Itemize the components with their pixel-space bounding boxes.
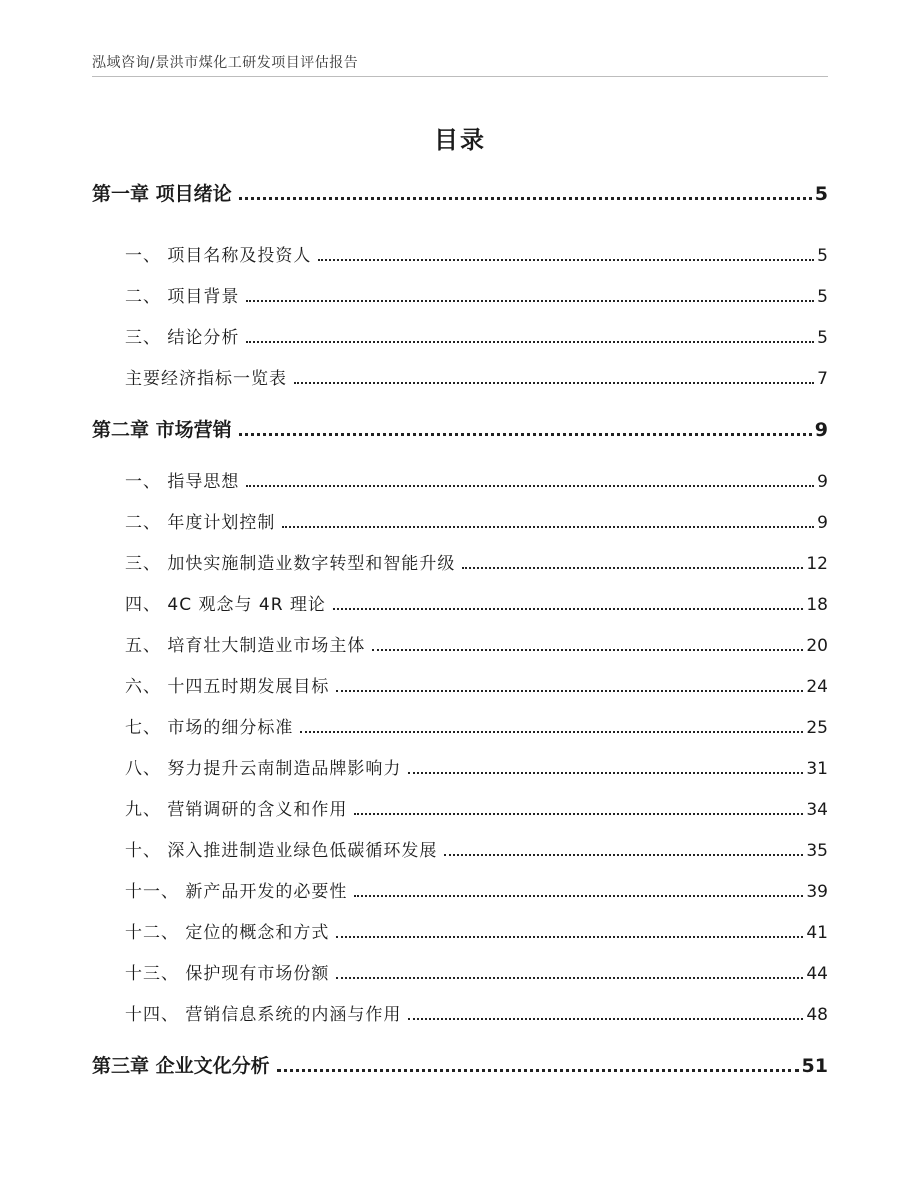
toc-entry-page: 31 bbox=[806, 759, 828, 779]
toc-entry-chapter-1[interactable] bbox=[92, 185, 828, 204]
dot-leader bbox=[336, 977, 803, 979]
dot-leader bbox=[444, 854, 803, 856]
dot-leader bbox=[462, 567, 803, 569]
toc-entry-label: 四、 4C 观念与 4R 理论 bbox=[125, 595, 326, 615]
toc-entry-label: 一、 指导思想 bbox=[125, 472, 240, 492]
toc-entry-label: 十、 深入推进制造业绿色低碳循环发展 bbox=[125, 841, 438, 861]
toc-entry-page: 24 bbox=[806, 677, 828, 697]
toc-entry-page: 18 bbox=[806, 595, 828, 615]
dot-leader bbox=[354, 895, 803, 897]
dot-leader bbox=[318, 259, 814, 261]
dot-leader bbox=[246, 300, 814, 302]
dot-leader bbox=[333, 608, 803, 610]
toc-entry-page: 5 bbox=[817, 287, 828, 307]
dot-leader bbox=[354, 813, 803, 815]
header-divider bbox=[92, 76, 828, 77]
toc-entry-label: 主要经济指标一览表 bbox=[125, 369, 287, 389]
toc-entry-label: 七、 市场的细分标准 bbox=[125, 718, 294, 738]
toc-entry-label: 十四、 营销信息系统的内涵与作用 bbox=[125, 1005, 402, 1025]
toc-entry-page: 48 bbox=[806, 1005, 828, 1025]
toc-entry-page: 12 bbox=[806, 554, 828, 574]
toc-entry-section[interactable] bbox=[92, 843, 828, 860]
toc-entry-section[interactable] bbox=[92, 802, 828, 819]
toc-entry-label: 十二、 定位的概念和方式 bbox=[125, 923, 330, 943]
toc-entry-section[interactable] bbox=[92, 1007, 828, 1024]
toc-entry-label: 六、 十四五时期发展目标 bbox=[125, 677, 330, 697]
toc-entry-label: 二、 年度计划控制 bbox=[125, 513, 276, 533]
toc-entry-label: 十三、 保护现有市场份额 bbox=[125, 964, 330, 984]
toc-entry-page: 44 bbox=[806, 964, 828, 984]
toc-title: 目录 bbox=[434, 126, 486, 154]
dot-leader bbox=[336, 936, 803, 938]
toc-entry-page: 39 bbox=[806, 882, 828, 902]
toc-entry-label: 一、 项目名称及投资人 bbox=[125, 246, 312, 266]
toc-entry-label: 九、 营销调研的含义和作用 bbox=[125, 800, 348, 820]
dot-leader bbox=[408, 772, 803, 774]
toc-entry-section[interactable] bbox=[92, 474, 828, 491]
toc-entry-label: 二、 项目背景 bbox=[125, 287, 240, 307]
toc-entry-page: 9 bbox=[817, 513, 828, 533]
toc-entry-page: 34 bbox=[806, 800, 828, 820]
toc-entry-section[interactable] bbox=[92, 761, 828, 778]
dot-leader bbox=[282, 526, 814, 528]
toc-entry-label: 五、 培育壮大制造业市场主体 bbox=[125, 636, 366, 656]
dot-leader bbox=[372, 649, 803, 651]
toc-entry-section[interactable] bbox=[92, 720, 828, 737]
dot-leader bbox=[246, 485, 814, 487]
toc-entry-section[interactable] bbox=[92, 556, 828, 573]
toc-entry-section[interactable] bbox=[92, 515, 828, 532]
toc-entry-page: 9 bbox=[817, 472, 828, 492]
toc-entry-section[interactable] bbox=[92, 289, 828, 306]
toc-entry-label: 三、 加快实施制造业数字转型和智能升级 bbox=[125, 554, 456, 574]
toc-entry-label: 第一章 项目绪论 bbox=[92, 183, 232, 205]
dot-leader bbox=[300, 731, 803, 733]
toc-entry-section[interactable] bbox=[92, 679, 828, 696]
toc-entry-section[interactable] bbox=[92, 597, 828, 614]
toc-entry-page: 20 bbox=[806, 636, 828, 656]
toc-entry-page: 5 bbox=[814, 183, 828, 205]
toc-entry-page: 5 bbox=[817, 246, 828, 266]
toc-entry-page: 25 bbox=[806, 718, 828, 738]
toc-entry-label: 三、 结论分析 bbox=[125, 328, 240, 348]
toc-entry-chapter-3[interactable] bbox=[92, 1057, 828, 1076]
dot-leader bbox=[277, 1069, 799, 1072]
toc-entry-section[interactable] bbox=[92, 638, 828, 655]
toc-entry-section[interactable] bbox=[92, 330, 828, 347]
toc-entry-page: 51 bbox=[801, 1055, 828, 1077]
toc-entry-section[interactable] bbox=[92, 884, 828, 901]
toc-entry-label: 第三章 企业文化分析 bbox=[92, 1055, 270, 1077]
toc-entry-section[interactable] bbox=[92, 248, 828, 265]
dot-leader bbox=[408, 1018, 803, 1020]
toc-entry-page: 41 bbox=[806, 923, 828, 943]
dot-leader bbox=[246, 341, 814, 343]
toc-entry-section[interactable] bbox=[92, 925, 828, 942]
dot-leader bbox=[336, 690, 803, 692]
dot-leader bbox=[294, 382, 814, 384]
toc-entry-section[interactable] bbox=[92, 966, 828, 983]
dot-leader bbox=[239, 197, 812, 200]
toc-entry-page: 7 bbox=[817, 369, 828, 389]
toc-entry-label: 第二章 市场营销 bbox=[92, 419, 232, 441]
page-header: 泓域咨询/景洪市煤化工研发项目评估报告 bbox=[92, 55, 359, 71]
toc-entry-label: 八、 努力提升云南制造品牌影响力 bbox=[125, 759, 402, 779]
toc-entry-chapter-2[interactable] bbox=[92, 421, 828, 440]
toc-entry-page: 5 bbox=[817, 328, 828, 348]
toc-entry-label: 十一、 新产品开发的必要性 bbox=[125, 882, 348, 902]
toc-entry-page: 35 bbox=[806, 841, 828, 861]
dot-leader bbox=[239, 433, 812, 436]
toc-entry-page: 9 bbox=[814, 419, 828, 441]
toc-entry-section[interactable] bbox=[92, 371, 828, 388]
